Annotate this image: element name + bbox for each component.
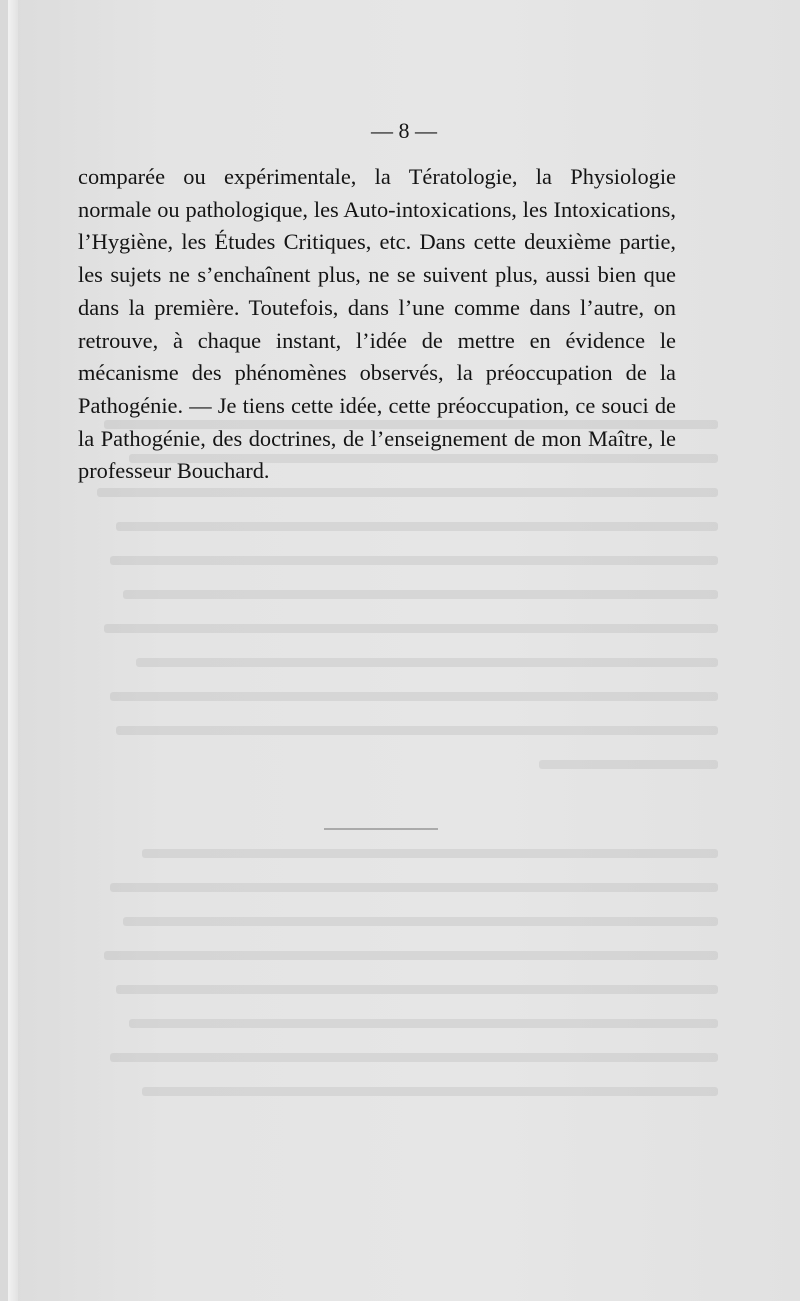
bleed-through-rule	[324, 828, 438, 830]
book-page	[8, 0, 800, 1301]
bleed-through-text	[78, 420, 718, 1200]
page-edge	[8, 0, 18, 1301]
body-paragraph: comparée ou expérimentale, la Tératologie, la Physiologie normale ou pathologique, les Auto-intoxications, les Intoxications, l’Hygiène, les Études Critiques, etc. Dans cette deuxième partie, les sujets ne s’enchaînent plus, ne se suivent plus, aussi bien que dans la première. Toutefois, dans l’une comme dans l’autre, on retrouve, à chaque instant, l’idée de mettre en évidence le mécanisme des phénomènes observés, la préoccupation de la Pathogénie. — Je tiens cette idée, cette préoccupation, ce souci de la Pathogénie, des doctrines, de l’enseignement de mon Maître, le professeur Bouchard.	[78, 164, 676, 484]
page-number: — 8 —	[371, 118, 437, 143]
